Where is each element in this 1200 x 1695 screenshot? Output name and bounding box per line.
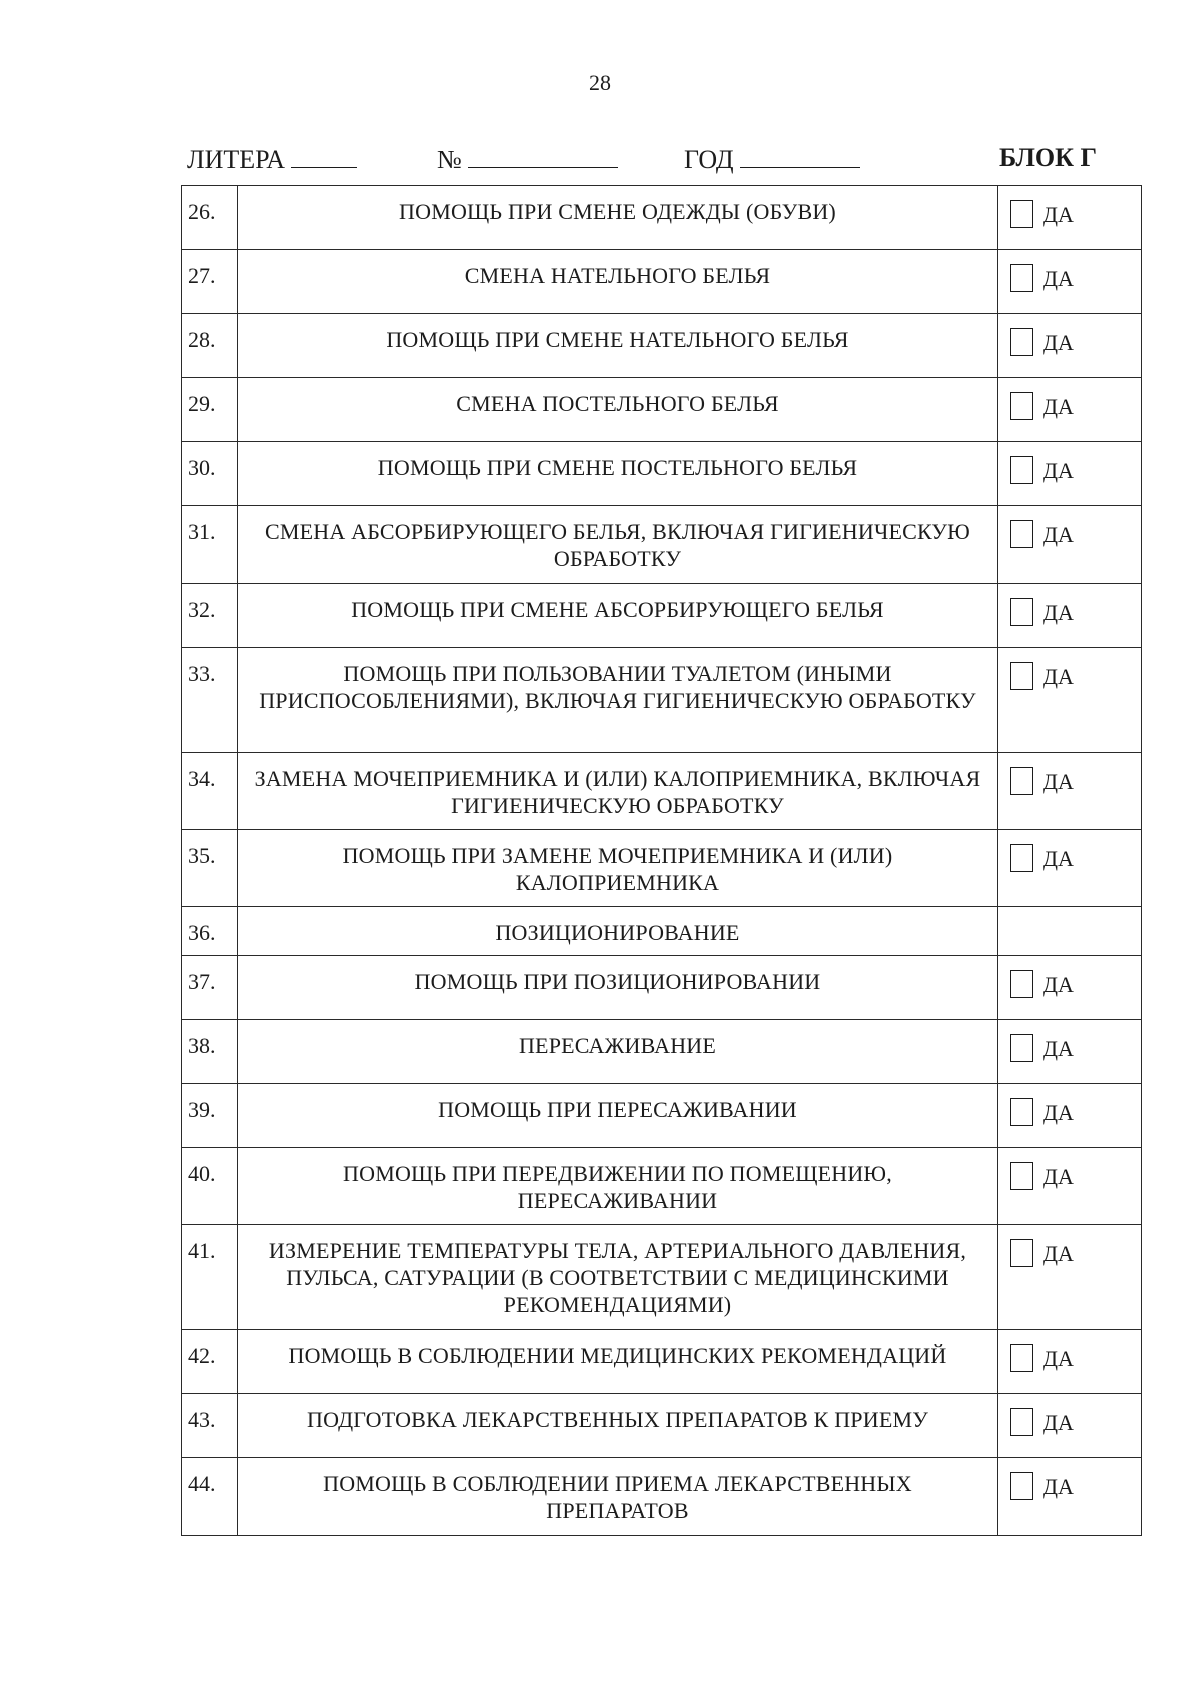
- year-field: [684, 143, 860, 175]
- row-number: 31.: [182, 506, 238, 584]
- row-option-cell: [998, 1394, 1142, 1458]
- row-description: ПОМОЩЬ В СОБЛЮДЕНИИ МЕДИЦИНСКИХ РЕКОМЕНДАЦИЙ: [238, 1330, 998, 1394]
- row-option-cell: [998, 1148, 1142, 1225]
- row-description: СМЕНА АБСОРБИРУЮЩЕГО БЕЛЬЯ, ВКЛЮЧАЯ ГИГИЕНИЧЕСКУЮ ОБРАБОТКУ: [238, 506, 998, 584]
- table-row: [182, 1330, 1142, 1394]
- yes-option[interactable]: [1010, 200, 1141, 228]
- yes-option[interactable]: [1010, 1098, 1141, 1126]
- row-option-cell: [998, 956, 1142, 1020]
- yes-option[interactable]: [1010, 520, 1141, 548]
- yes-option[interactable]: [1010, 1239, 1141, 1267]
- row-number: 28.: [182, 314, 238, 378]
- litera-label: ЛИТЕРА: [187, 145, 286, 174]
- row-description: ПОДГОТОВКА ЛЕКАРСТВЕННЫХ ПРЕПАРАТОВ К ПРИЕМУ: [238, 1394, 998, 1458]
- yes-label: ДА: [1043, 664, 1074, 689]
- table-row: [182, 250, 1142, 314]
- row-number: 29.: [182, 378, 238, 442]
- table-row: [182, 584, 1142, 648]
- row-number: 32.: [182, 584, 238, 648]
- row-option-cell: [998, 753, 1142, 830]
- yes-checkbox[interactable]: [1010, 1408, 1033, 1436]
- page-number: 28: [589, 70, 611, 95]
- row-option-cell: [998, 506, 1142, 584]
- row-number: 26.: [182, 186, 238, 250]
- yes-option[interactable]: [1010, 767, 1141, 795]
- yes-checkbox[interactable]: [1010, 200, 1033, 228]
- row-description: ЗАМЕНА МОЧЕПРИЕМНИКА И (ИЛИ) КАЛОПРИЕМНИКА, ВКЛЮЧАЯ ГИГИЕНИЧЕСКУЮ ОБРАБОТКУ: [238, 753, 998, 830]
- row-description: ПОМОЩЬ ПРИ СМЕНЕ ПОСТЕЛЬНОГО БЕЛЬЯ: [238, 442, 998, 506]
- yes-checkbox[interactable]: [1010, 1098, 1033, 1126]
- row-option-cell: [998, 1330, 1142, 1394]
- row-option-cell: [998, 314, 1142, 378]
- row-number: 33.: [182, 648, 238, 753]
- yes-checkbox[interactable]: [1010, 1239, 1033, 1267]
- yes-checkbox[interactable]: [1010, 264, 1033, 292]
- yes-checkbox[interactable]: [1010, 392, 1033, 420]
- row-option-cell: [998, 186, 1142, 250]
- row-number: 30.: [182, 442, 238, 506]
- row-description: ПОМОЩЬ ПРИ СМЕНЕ ОДЕЖДЫ (ОБУВИ): [238, 186, 998, 250]
- yes-label: ДА: [1043, 522, 1074, 547]
- row-number: 38.: [182, 1020, 238, 1084]
- table-row: [182, 1394, 1142, 1458]
- yes-label: ДА: [1043, 1474, 1074, 1499]
- yes-label: ДА: [1043, 458, 1074, 483]
- row-option-cell: [998, 442, 1142, 506]
- yes-checkbox[interactable]: [1010, 662, 1033, 690]
- yes-option[interactable]: [1010, 456, 1141, 484]
- yes-option[interactable]: [1010, 598, 1141, 626]
- row-number: 43.: [182, 1394, 238, 1458]
- row-number: 27.: [182, 250, 238, 314]
- table-row: [182, 907, 1142, 956]
- table-row: [182, 830, 1142, 907]
- yes-option[interactable]: [1010, 1034, 1141, 1062]
- year-label: ГОД: [684, 145, 734, 174]
- yes-label: ДА: [1043, 1241, 1074, 1266]
- row-description: ПЕРЕСАЖИВАНИЕ: [238, 1020, 998, 1084]
- table-row: [182, 1225, 1142, 1330]
- yes-option[interactable]: [1010, 328, 1141, 356]
- table-row: [182, 1148, 1142, 1225]
- form-header: [187, 143, 1099, 177]
- yes-checkbox[interactable]: [1010, 970, 1033, 998]
- row-number: 34.: [182, 753, 238, 830]
- yes-checkbox[interactable]: [1010, 1344, 1033, 1372]
- row-description: ПОМОЩЬ ПРИ ПОЗИЦИОНИРОВАНИИ: [238, 956, 998, 1020]
- row-option-cell: [998, 1020, 1142, 1084]
- services-table: [181, 185, 1142, 1536]
- yes-checkbox[interactable]: [1010, 456, 1033, 484]
- yes-label: ДА: [1043, 202, 1074, 227]
- row-description: ПОЗИЦИОНИРОВАНИЕ: [238, 907, 998, 956]
- yes-checkbox[interactable]: [1010, 328, 1033, 356]
- yes-label: ДА: [1043, 330, 1074, 355]
- yes-checkbox[interactable]: [1010, 767, 1033, 795]
- row-description: ПОМОЩЬ ПРИ ПОЛЬЗОВАНИИ ТУАЛЕТОМ (ИНЫМИ ПРИСПОСОБЛЕНИЯМИ), ВКЛЮЧАЯ ГИГИЕНИЧЕСКУЮ ОБРАБОТКУ: [238, 648, 998, 753]
- row-option-cell: [998, 648, 1142, 753]
- yes-checkbox[interactable]: [1010, 598, 1033, 626]
- yes-label: ДА: [1043, 769, 1074, 794]
- table-row: [182, 753, 1142, 830]
- yes-label: ДА: [1043, 972, 1074, 997]
- table-row: [182, 956, 1142, 1020]
- yes-option[interactable]: [1010, 1408, 1141, 1436]
- yes-option[interactable]: [1010, 264, 1141, 292]
- table-row: [182, 442, 1142, 506]
- number-field: [437, 143, 618, 175]
- yes-checkbox[interactable]: [1010, 1162, 1033, 1190]
- row-description: СМЕНА НАТЕЛЬНОГО БЕЛЬЯ: [238, 250, 998, 314]
- row-description: СМЕНА ПОСТЕЛЬНОГО БЕЛЬЯ: [238, 378, 998, 442]
- row-option-cell: [998, 907, 1142, 956]
- table-row: [182, 314, 1142, 378]
- row-option-cell: [998, 584, 1142, 648]
- table-row: [182, 1458, 1142, 1536]
- row-description: ПОМОЩЬ ПРИ СМЕНЕ АБСОРБИРУЮЩЕГО БЕЛЬЯ: [238, 584, 998, 648]
- yes-checkbox[interactable]: [1010, 1034, 1033, 1062]
- row-option-cell: [998, 378, 1142, 442]
- row-description: ПОМОЩЬ ПРИ ЗАМЕНЕ МОЧЕПРИЕМНИКА И (ИЛИ) КАЛОПРИЕМНИКА: [238, 830, 998, 907]
- litera-input[interactable]: [291, 143, 357, 168]
- yes-label: ДА: [1043, 266, 1074, 291]
- row-number: 40.: [182, 1148, 238, 1225]
- yes-label: ДА: [1043, 1346, 1074, 1371]
- yes-option[interactable]: [1010, 1344, 1141, 1372]
- yes-checkbox[interactable]: [1010, 844, 1033, 872]
- yes-label: ДА: [1043, 846, 1074, 871]
- row-option-cell: [998, 1225, 1142, 1330]
- row-description: ПОМОЩЬ ПРИ ПЕРЕСАЖИВАНИИ: [238, 1084, 998, 1148]
- row-number: 36.: [182, 907, 238, 956]
- row-description: ПОМОЩЬ В СОБЛЮДЕНИИ ПРИЕМА ЛЕКАРСТВЕННЫХ ПРЕПАРАТОВ: [238, 1458, 998, 1536]
- yes-option[interactable]: [1010, 392, 1141, 420]
- table-row: [182, 1020, 1142, 1084]
- table-row: [182, 506, 1142, 584]
- year-input[interactable]: [740, 143, 860, 168]
- table-row: [182, 1084, 1142, 1148]
- yes-checkbox[interactable]: [1010, 1472, 1033, 1500]
- yes-label: ДА: [1043, 394, 1074, 419]
- yes-checkbox[interactable]: [1010, 520, 1033, 548]
- yes-option[interactable]: [1010, 662, 1141, 690]
- table-row: [182, 186, 1142, 250]
- row-number: 44.: [182, 1458, 238, 1536]
- yes-label: ДА: [1043, 1100, 1074, 1125]
- row-description: ПОМОЩЬ ПРИ СМЕНЕ НАТЕЛЬНОГО БЕЛЬЯ: [238, 314, 998, 378]
- yes-option[interactable]: [1010, 970, 1141, 998]
- yes-label: ДА: [1043, 1036, 1074, 1061]
- yes-label: ДА: [1043, 600, 1074, 625]
- row-number: 42.: [182, 1330, 238, 1394]
- yes-label: ДА: [1043, 1164, 1074, 1189]
- block-label: БЛОК Г: [998, 143, 1097, 172]
- row-option-cell: [998, 250, 1142, 314]
- yes-option[interactable]: [1010, 1162, 1141, 1190]
- row-description: ИЗМЕРЕНИЕ ТЕМПЕРАТУРЫ ТЕЛА, АРТЕРИАЛЬНОГО ДАВЛЕНИЯ, ПУЛЬСА, САТУРАЦИИ (В СООТВЕТСТВИИ С МЕДИЦИНСКИМИ РЕКОМЕНДАЦИЯМИ): [238, 1225, 998, 1330]
- yes-option[interactable]: [1010, 844, 1141, 872]
- row-description: ПОМОЩЬ ПРИ ПЕРЕДВИЖЕНИИ ПО ПОМЕЩЕНИЮ, ПЕРЕСАЖИВАНИИ: [238, 1148, 998, 1225]
- yes-option[interactable]: [1010, 1472, 1141, 1500]
- row-number: 41.: [182, 1225, 238, 1330]
- row-option-cell: [998, 1458, 1142, 1536]
- row-number: 39.: [182, 1084, 238, 1148]
- yes-label: ДА: [1043, 1410, 1074, 1435]
- table-row: [182, 378, 1142, 442]
- number-label: №: [437, 145, 462, 174]
- row-option-cell: [998, 830, 1142, 907]
- row-number: 37.: [182, 956, 238, 1020]
- table-row: [182, 648, 1142, 753]
- row-number: 35.: [182, 830, 238, 907]
- row-option-cell: [998, 1084, 1142, 1148]
- litera-field: [187, 143, 357, 175]
- number-input[interactable]: [468, 143, 618, 168]
